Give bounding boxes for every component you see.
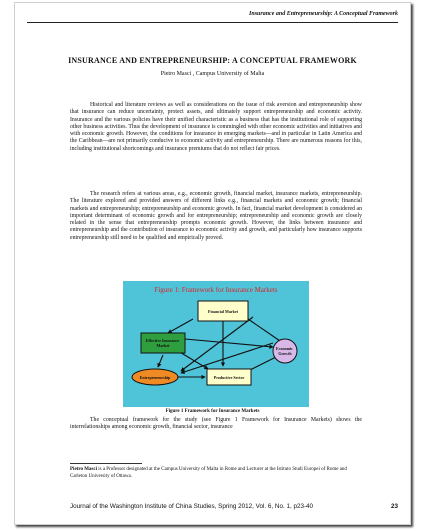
footnote-text: is a Professor designated at the Campus University of Malta in Rome and Lecturer at the Istituto Studi Europei of Rome and Carleton University of Ottawa.: [70, 467, 347, 479]
entrepreneurship-label: Entrepreneurship: [139, 375, 171, 380]
footnote: [70, 467, 362, 480]
node-productive-sector: [207, 369, 251, 385]
node-financial-market: [198, 301, 248, 321]
running-header: Insurance and Entrepreneurship: A Conceptual Framework: [249, 11, 398, 17]
author-line: Pietro Masci , Campus University of Malta: [160, 71, 265, 77]
economic-growth-label: Economic Growth: [276, 346, 293, 356]
paragraph-3: [70, 417, 362, 432]
figure-title: Figure 1: Framework for Insurance Markets: [154, 286, 278, 294]
page-number: 23: [390, 503, 398, 510]
footnote-author: Pietro Masci: [70, 467, 97, 472]
header-rule: [27, 22, 398, 23]
journal-citation: Journal of the Washington Institute of China Studies, Spring 2012, Vol. 6, No. 1, p23-40: [70, 503, 314, 510]
paper-title: INSURANCE AND ENTREPRENEURSHIP: A CONCEPTUAL FRAMEWORK: [68, 56, 357, 65]
insurance-market-label: Effective Insurance Market: [145, 338, 180, 348]
figure-framework: [123, 281, 309, 407]
node-insurance-market: [141, 333, 185, 353]
figure-caption: Figure 1 Framework for Insurance Markets: [165, 409, 260, 414]
financial-market-label: Financial Market: [208, 309, 238, 314]
paragraph-1: Historical and literature reviews as well as considerations on the issue of risk aversion and entrepreneurship show that insurance can reduce uncertainty, protect assets, and ultimately support entrepreneurship and economic activity. Insurance and the various policies have their unified characteristic as a business that has the institutional role of supporting other business activities. Thus the development of insurance is commingled with other economic activities and initiatives and with economic growth. However, the conditions for insurance in emerging markets—and in particular in Latin America and the Caribbean—are not primarily conducive to economic activity and entrepreneurship. There are numerous reasons for this, including institutional shortcomings and insurance premiums that do not reflect fair prices.: [70, 102, 362, 152]
node-entrepreneurship: [132, 369, 178, 385]
document-page: [14, 2, 411, 525]
paragraph-3-text: The conceptual framework for the study (see Figure 1 Framework for Insurance Markets) shows the interrelationships among economic growth, financial sector, insurance: [70, 417, 362, 431]
paragraph-2: The research refers at various areas, e.g., economic growth, financial market, insurance markets, entrepreneurship. The literature explored and provided answers of different links e.g., financial markets and economic growth; financial markets and entrepreneurship; entrepreneurship and economic growth. In fact, financial market development is considered an important determinant of economic growth and for entrepreneurship; entrepreneurship and economic growth are closely related in the sense that entrepreneurship prompts economic growth. However, the links between insurance and entrepreneurship and the contribution of insurance to economic activity and growth, and particularly how insurance supports entrepreneurship still need to be qualified and empirically proved.: [70, 191, 362, 241]
productive-sector-label: Productive Sector: [213, 375, 245, 380]
node-economic-growth: [273, 339, 297, 363]
footnote-rule: [70, 463, 142, 464]
framework-diagram: [123, 281, 309, 407]
